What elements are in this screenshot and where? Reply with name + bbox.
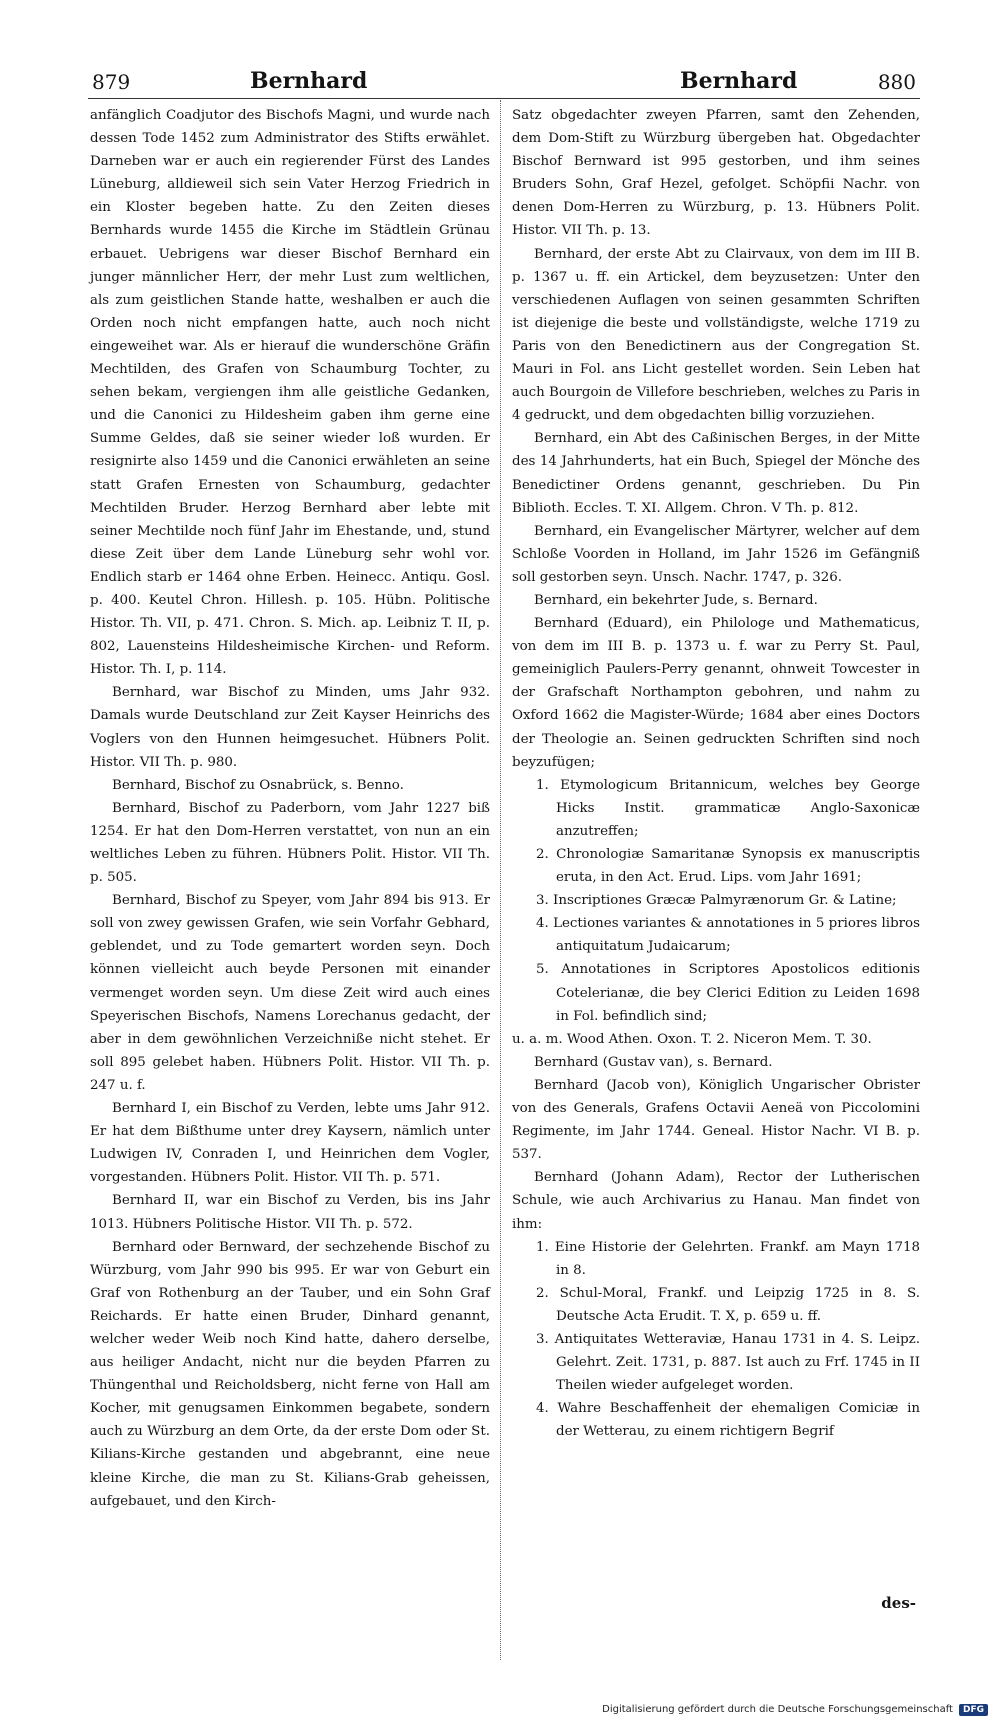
paragraph: Bernhard, Bischof zu Paderborn, vom Jahr 1227 biß 1254. Er hat den Dom-Herren verstattet, von nun an ein weltliches Leben zu führen. Hübners Polit. Histor. VII Th. p. 505. <box>90 800 490 886</box>
paragraph: Bernhard (Eduard), ein Philologe und Mathematicus, von dem im III B. p. 1373 u. f. war zu Perry St. Paul, gemeiniglich Paulers-Perry genannt, ohnweit Towcester in der Grafschaft Northampton gebohren, und nahm zu Oxford 1662 die Magister-Würde; 1684 aber eines Doctors der Theologie an. Seinen gedruckten Schriften sind noch beyzufügen; <box>512 616 920 770</box>
list-item: 3. Inscriptiones Græcæ Palmyrænorum Gr. & Latine; <box>536 893 897 909</box>
paragraph: anfänglich Coadjutor des Bischofs Magni, und wurde nach dessen Tode 1452 zum Administrator des Stifts erwählet. Darneben war er auch ein regierender Fürst des Landes Lüneburg, alldieweil sich sein Vater Herzog Friedrich in ein Kloster begeben hatte. Zu den Zeiten dieses Bernhards wurde 1455 die Kirche im Städtlein Grünau erbauet. Uebrigens war dieser Bischof Bernhard ein junger männlicher Herr, der mehr Lust zum weltlichen, als zum geistlichen Stande hatte, weshalben er auch die Orden noch nicht empfangen hatte, auch noch nicht eingeweihet war. Als er hierauf die wunderschöne Gräfin Mechtilden, des Grafen von Schaumburg Tochter, zu sehen bekam, vergiengen ihm alle geistliche Gedanken, und die Canonici zu Hildesheim gaben ihm gerne eine Summe Geldes, daß sie seiner wieder loß wurden. Er resignirte also 1459 und die Canonici erwähleten an seine statt Grafen Ernesten von Schaumburg, gedachter Mechtilden Bruder. Herzog Bernhard aber lebte mit seiner Mechtilde noch fünf Jahr im Ehestande, und, stund diese Zeit über dem Lande Lüneburg sehr wohl vor. Endlich starb er 1464 ohne Erben. Heinecc. Antiqu. Gosl. p. 400. Keutel Chron. Hillesh. p. 105. Hübn. Politische Histor. Th. VII, p. 471. Chron. S. Mich. ap. Leibniz T. II, p. 802, Lauensteins Hildesheimische Kirchen- und Reform. Histor. Th. I, p. 114. <box>90 108 490 678</box>
paragraph: Bernhard, ein Abt des Caßinischen Berges, in der Mitte des 14 Jahrhunderts, hat ein Buch, Spiegel der Mönche des Benedictiner Ordens genannt, geschrieben. Du Pin Biblioth. Eccles. T. XI. Allgem. Chron. V Th. p. 812. <box>512 431 920 516</box>
dfg-logo: DFG <box>959 1704 988 1716</box>
paragraph: Bernhard, der erste Abt zu Clairvaux, von dem im III B. p. 1367 u. ff. ein Artickel, dem beyzusetzen: Unter den verschiedenen Auflagen von seinen gesammten Schriften ist diejenige die beste und vollständigste, welche 1719 zu Paris von den Benedictinern aus der Congregation St. Mauri in Fol. ans Licht gestellet worden. Sein Leben hat auch Bourgoin de Villefore beschrieben, welches zu Paris in 4 gedruckt, und dem obgedachten billig vorzuziehen. <box>512 246 920 424</box>
page-number-right: 880 <box>877 70 916 94</box>
paragraph: Bernhard II, war ein Bischof zu Verden, bis ins Jahr 1013. Hübners Politische Histor. VII Th. p. 572. <box>90 1193 490 1232</box>
paragraph: Bernhard, ein Evangelischer Märtyrer, welcher auf dem Schloße Voorden in Holland, im Jahr 1526 im Gefängniß soll gestorben seyn. Unsch. Nachr. 1747, p. 326. <box>512 523 920 585</box>
paragraph: Bernhard oder Bernward, der sechzehende Bischof zu Würzburg, vom Jahr 990 bis 995. Er war von Geburt ein Graf von Rothenburg an der Tauber, und ein Sohn Graf Reichards. Er hatte einen Bruder, Dinhard genannt, welcher weder Weib noch Kind hatte, dahero derselbe, aus heiliger Andacht, nicht nur die beyden Pfarren zu Thüngenthal und Reicholdsberg, nicht ferne von Hall am Kocher, mit genugsamen Einkommen begabete, sondern auch zu Würzburg an dem Orte, da der erste Dom oder St. Kilians-Kirche gestanden und abgebrannt, eine neue kleine Kirche, die man zu St. Kilians-Grab geheissen, aufgebauet, und den Kirch- <box>90 1239 490 1509</box>
catchword: des- <box>881 1594 916 1612</box>
paragraph: Bernhard, Bischof zu Osnabrück, s. Benno. <box>112 777 404 793</box>
left-column <box>90 104 490 1513</box>
list-item: 2. Schul-Moral, Frankf. und Leipzig 1725 in 8. S. Deutsche Acta Erudit. T. X, p. 659 u. ff. <box>536 1285 920 1324</box>
paragraph: Bernhard (Jacob von), Königlich Ungarischer Obrister von des Generals, Grafens Octavii Aeneä von Piccolomini Regimente, im Jahr 1744. Geneal. Histor Nachr. VI B. p. 537. <box>512 1077 920 1163</box>
publication-list <box>512 1236 920 1444</box>
list-item: 2. Chronologiæ Samaritanæ Synopsis ex manuscriptis eruta, in den Act. Erud. Lips. vom Jahr 1691; <box>536 847 920 886</box>
page-number-left: 879 <box>92 70 131 94</box>
list-item: 1. Eine Historie der Gelehrten. Frankf. am Mayn 1718 in 8. <box>536 1239 920 1278</box>
list-item: 4. Wahre Beschaffenheit der ehemaligen Comiciæ in der Wetterau, zu einem richtigern Begrif <box>536 1401 920 1440</box>
header-rule <box>88 98 920 99</box>
paragraph: Bernhard I, ein Bischof zu Verden, lebte ums Jahr 912. Er hat dem Bißthume unter drey Kaysern, nämlich unter Ludwigen IV, Conraden I, und Heinrichen dem Vogler, vorgestanden. Hübners Polit. Histor. VII Th. p. 571. <box>90 1101 490 1186</box>
list-item: 4. Lectiones variantes & annotationes in 5 priores libros antiquitatum Judaicarum; <box>536 916 920 955</box>
paragraph: Bernhard, Bischof zu Speyer, vom Jahr 894 bis 913. Er soll von zwey gewissen Grafen, wie sein Vorfahr Gebhard, geblendet, und zu Tode gemartert worden seyn. Doch können vielleicht auch beyde Personen mit einander vermenget worden seyn. Um diese Zeit wird auch eines Speyerischen Bischofs, Namens Lorechanus gedacht, der aber in dem gewöhnlichen Verzeichniße nicht stehet. Er soll 895 gelebet haben. Hübners Polit. Histor. VII Th. p. 247 u. f. <box>90 893 490 1093</box>
paragraph: Bernhard, war Bischof zu Minden, ums Jahr 932. Damals wurde Deutschland zur Zeit Kayser Heinrichs des Voglers von den Hunnen heimgesuchet. Hübners Polit. Histor. VII Th. p. 980. <box>90 685 490 770</box>
paragraph: u. a. m. Wood Athen. Oxon. T. 2. Niceron Mem. T. 30. <box>512 1031 872 1047</box>
paragraph: Bernhard, ein bekehrter Jude, s. Bernard. <box>534 592 818 608</box>
list-item: 5. Annotationes in Scriptores Apostolicos editionis Cotelerianæ, die bey Clerici Edition zu Leiden 1698 in Fol. befindlich sind; <box>536 962 920 1024</box>
running-head-left: Bernhard <box>250 68 368 94</box>
list-item: 3. Antiquitates Wetteraviæ, Hanau 1731 in 4. S. Leipz. Gelehrt. Zeit. 1731, p. 887. Ist auch zu Frf. 1745 in II Theilen wieder aufgeleget worden. <box>536 1331 920 1394</box>
footer-credit: Digitalisierung gefördert durch die Deutsche Forschungsgemeinschaft <box>602 1704 953 1715</box>
list-item: 1. Etymologicum Britannicum, welches bey George Hicks Instit. grammaticæ Anglo-Saxonicæ anzutreffen; <box>536 777 920 839</box>
paragraph: Satz obgedachter zweyen Pfarren, samt den Zehenden, dem Dom-Stift zu Würzburg übergeben hat. Obgedachter Bischof Bernward ist 995 gestorben, und ihm seines Bruders Sohn, Graf Hezel, gefolget. Schöpfii Nachr. von denen Dom-Herren zu Würzburg, p. 13. Hübners Polit. Histor. VII Th. p. 13. <box>512 108 920 239</box>
right-column <box>512 104 920 1443</box>
publication-list <box>512 774 920 1028</box>
running-head-right: Bernhard <box>680 68 798 94</box>
paragraph: Bernhard (Gustav van), s. Bernard. <box>534 1054 773 1070</box>
column-divider <box>500 100 501 1660</box>
footer <box>0 1700 1000 1719</box>
paragraph: Bernhard (Johann Adam), Rector der Lutherischen Schule, wie auch Archivarius zu Hanau. Man findet von ihm: <box>512 1170 920 1232</box>
